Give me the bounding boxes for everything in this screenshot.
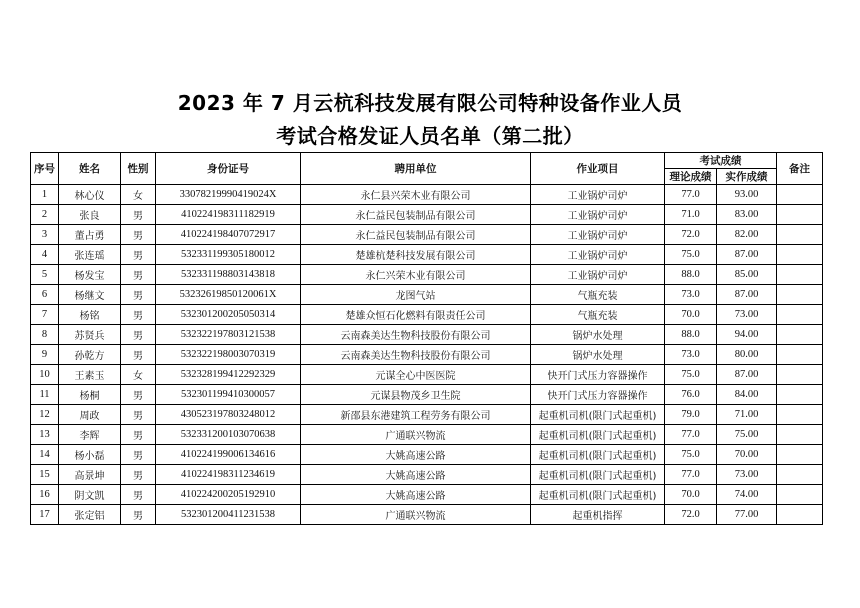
header-exam-scores: 考试成绩: [665, 153, 777, 169]
cell-theory-score: 77.0: [665, 425, 717, 445]
cell-seq: 17: [31, 505, 59, 525]
cell-work-item: 工业锅炉司炉: [531, 225, 665, 245]
cell-id-number: 410224198311234619: [156, 465, 301, 485]
table-row: [31, 465, 823, 485]
table-row: [31, 285, 823, 305]
cell-note: [777, 305, 823, 325]
cell-employer: 元谋全心中医医院: [301, 365, 531, 385]
cell-seq: 5: [31, 265, 59, 285]
cell-employer: 云南森美达生物科技股份有限公司: [301, 325, 531, 345]
cell-employer: 永仁益民包装制品有限公司: [301, 225, 531, 245]
cell-work-item: 起重机指挥: [531, 505, 665, 525]
cell-seq: 11: [31, 385, 59, 405]
document-title-line1: 2023 年 7 月云杭科技发展有限公司特种设备作业人员: [177, 91, 683, 115]
cell-id-number: 410224198311182919: [156, 205, 301, 225]
cell-id-number: 532322198003070319: [156, 345, 301, 365]
cell-practice-score: 84.00: [717, 385, 777, 405]
cell-gender: 女: [121, 185, 156, 205]
cell-note: [777, 425, 823, 445]
cell-work-item: 起重机司机(限门式起重机): [531, 485, 665, 505]
cell-practice-score: 75.00: [717, 425, 777, 445]
cell-id-number: 532301200411231538: [156, 505, 301, 525]
cell-work-item: 工业锅炉司炉: [531, 245, 665, 265]
cell-gender: 男: [121, 425, 156, 445]
cell-theory-score: 73.0: [665, 285, 717, 305]
cell-practice-score: 83.00: [717, 205, 777, 225]
cell-theory-score: 70.0: [665, 305, 717, 325]
cell-theory-score: 88.0: [665, 265, 717, 285]
cell-employer: 广通联兴物流: [301, 425, 531, 445]
cell-note: [777, 385, 823, 405]
cell-name: 杨桐: [59, 385, 121, 405]
cell-seq: 13: [31, 425, 59, 445]
cell-id-number: 532322197803121538: [156, 325, 301, 345]
cell-practice-score: 73.00: [717, 465, 777, 485]
cell-note: [777, 365, 823, 385]
cell-note: [777, 185, 823, 205]
cell-name: 杨小磊: [59, 445, 121, 465]
cell-theory-score: 75.0: [665, 445, 717, 465]
cell-name: 杨铭: [59, 305, 121, 325]
cell-name: 孙乾方: [59, 345, 121, 365]
cell-note: [777, 285, 823, 305]
cell-work-item: 起重机司机(限门式起重机): [531, 425, 665, 445]
cell-theory-score: 71.0: [665, 205, 717, 225]
cell-work-item: 起重机司机(限门式起重机): [531, 465, 665, 485]
cell-gender: 男: [121, 345, 156, 365]
cell-note: [777, 405, 823, 425]
cell-name: 阴文凯: [59, 485, 121, 505]
cell-note: [777, 345, 823, 365]
table-row: [31, 385, 823, 405]
cell-seq: 15: [31, 465, 59, 485]
cell-practice-score: 93.00: [717, 185, 777, 205]
table-row: [31, 205, 823, 225]
cell-note: [777, 245, 823, 265]
table-row: [31, 265, 823, 285]
cell-id-number: 532301200205050314: [156, 305, 301, 325]
cell-seq: 9: [31, 345, 59, 365]
cell-gender: 男: [121, 465, 156, 485]
cell-gender: 男: [121, 505, 156, 525]
cell-practice-score: 85.00: [717, 265, 777, 285]
cell-employer: 大姚高速公路: [301, 485, 531, 505]
cell-name: 周政: [59, 405, 121, 425]
table-row: [31, 225, 823, 245]
table-row: [31, 425, 823, 445]
cell-name: 苏贤兵: [59, 325, 121, 345]
cell-theory-score: 72.0: [665, 225, 717, 245]
cell-theory-score: 72.0: [665, 505, 717, 525]
cell-note: [777, 225, 823, 245]
cell-note: [777, 505, 823, 525]
cell-theory-score: 73.0: [665, 345, 717, 365]
cell-seq: 16: [31, 485, 59, 505]
cell-practice-score: 87.00: [717, 285, 777, 305]
cell-practice-score: 82.00: [717, 225, 777, 245]
cell-practice-score: 73.00: [717, 305, 777, 325]
cell-employer: 大姚高速公路: [301, 445, 531, 465]
cell-practice-score: 87.00: [717, 245, 777, 265]
cell-id-number: 33078219990419024X: [156, 185, 301, 205]
cell-note: [777, 205, 823, 225]
cell-seq: 7: [31, 305, 59, 325]
table-row: [31, 245, 823, 265]
cell-work-item: 工业锅炉司炉: [531, 185, 665, 205]
header-employer: 聘用单位: [301, 153, 531, 185]
cell-gender: 男: [121, 445, 156, 465]
results-table: [30, 152, 823, 525]
cell-gender: 男: [121, 265, 156, 285]
cell-id-number: 430523197803248012: [156, 405, 301, 425]
cell-id-number: 410224198407072917: [156, 225, 301, 245]
table-row: [31, 325, 823, 345]
cell-seq: 4: [31, 245, 59, 265]
cell-gender: 男: [121, 325, 156, 345]
cell-employer: 龙图气站: [301, 285, 531, 305]
cell-gender: 男: [121, 305, 156, 325]
cell-name: 李辉: [59, 425, 121, 445]
header-row: [31, 153, 823, 169]
header-seq: 序号: [31, 153, 59, 185]
cell-id-number: 532331198803143818: [156, 265, 301, 285]
cell-seq: 12: [31, 405, 59, 425]
cell-name: 张连瑶: [59, 245, 121, 265]
cell-employer: 楚雄杭楚科技发展有限公司: [301, 245, 531, 265]
cell-employer: 永仁益民包装制品有限公司: [301, 205, 531, 225]
cell-name: 张良: [59, 205, 121, 225]
cell-work-item: 工业锅炉司炉: [531, 205, 665, 225]
cell-seq: 6: [31, 285, 59, 305]
cell-employer: 广通联兴物流: [301, 505, 531, 525]
cell-note: [777, 445, 823, 465]
table-row: [31, 505, 823, 525]
cell-name: 王素玉: [59, 365, 121, 385]
header-theory-score: 理论成绩: [665, 169, 717, 185]
cell-work-item: 起重机司机(限门式起重机): [531, 445, 665, 465]
cell-work-item: 快开门式压力容器操作: [531, 365, 665, 385]
cell-practice-score: 94.00: [717, 325, 777, 345]
cell-id-number: 532328199412292329: [156, 365, 301, 385]
cell-practice-score: 71.00: [717, 405, 777, 425]
cell-seq: 1: [31, 185, 59, 205]
cell-gender: 男: [121, 405, 156, 425]
header-id-number: 身份证号: [156, 153, 301, 185]
table-row: [31, 405, 823, 425]
cell-gender: 男: [121, 285, 156, 305]
cell-work-item: 快开门式压力容器操作: [531, 385, 665, 405]
cell-theory-score: 77.0: [665, 465, 717, 485]
cell-id-number: 410224199006134616: [156, 445, 301, 465]
cell-gender: 男: [121, 485, 156, 505]
table-row: [31, 365, 823, 385]
header-gender: 性别: [121, 153, 156, 185]
table-body: [31, 185, 823, 525]
cell-work-item: 工业锅炉司炉: [531, 265, 665, 285]
cell-theory-score: 88.0: [665, 325, 717, 345]
cell-work-item: 锅炉水处理: [531, 345, 665, 365]
cell-name: 林心仪: [59, 185, 121, 205]
cell-seq: 2: [31, 205, 59, 225]
cell-practice-score: 80.00: [717, 345, 777, 365]
cell-practice-score: 87.00: [717, 365, 777, 385]
cell-id-number: 53232619850120061X: [156, 285, 301, 305]
cell-theory-score: 76.0: [665, 385, 717, 405]
cell-practice-score: 77.00: [717, 505, 777, 525]
cell-theory-score: 75.0: [665, 245, 717, 265]
header-note: 备注: [777, 153, 823, 185]
cell-employer: 永仁县兴荣木业有限公司: [301, 185, 531, 205]
cell-name: 杨继文: [59, 285, 121, 305]
header-work-item: 作业项目: [531, 153, 665, 185]
cell-name: 张定铝: [59, 505, 121, 525]
cell-employer: 新邵县东港建筑工程劳务有限公司: [301, 405, 531, 425]
cell-employer: 永仁兴荣木业有限公司: [301, 265, 531, 285]
cell-employer: 大姚高速公路: [301, 465, 531, 485]
cell-gender: 男: [121, 205, 156, 225]
cell-id-number: 410224200205192910: [156, 485, 301, 505]
document-title-line2: 考试合格发证人员名单（第二批）: [276, 124, 584, 148]
header-name: 姓名: [59, 153, 121, 185]
cell-id-number: 532331200103070638: [156, 425, 301, 445]
cell-employer: 元谋县物茂乡卫生院: [301, 385, 531, 405]
cell-theory-score: 70.0: [665, 485, 717, 505]
cell-note: [777, 465, 823, 485]
cell-theory-score: 79.0: [665, 405, 717, 425]
cell-name: 高景坤: [59, 465, 121, 485]
cell-name: 杨发宝: [59, 265, 121, 285]
table-row: [31, 485, 823, 505]
cell-seq: 10: [31, 365, 59, 385]
cell-work-item: 气瓶充装: [531, 305, 665, 325]
cell-id-number: 532301199410300057: [156, 385, 301, 405]
cell-theory-score: 77.0: [665, 185, 717, 205]
cell-theory-score: 75.0: [665, 365, 717, 385]
cell-id-number: 532331199305180012: [156, 245, 301, 265]
cell-gender: 女: [121, 365, 156, 385]
cell-note: [777, 485, 823, 505]
cell-note: [777, 265, 823, 285]
cell-work-item: 气瓶充装: [531, 285, 665, 305]
header-practice-score: 实作成绩: [717, 169, 777, 185]
table-row: [31, 345, 823, 365]
cell-note: [777, 325, 823, 345]
cell-work-item: 锅炉水处理: [531, 325, 665, 345]
cell-work-item: 起重机司机(限门式起重机): [531, 405, 665, 425]
cell-employer: 云南森美达生物科技股份有限公司: [301, 345, 531, 365]
cell-seq: 14: [31, 445, 59, 465]
cell-practice-score: 70.00: [717, 445, 777, 465]
table-row: [31, 185, 823, 205]
cell-practice-score: 74.00: [717, 485, 777, 505]
cell-gender: 男: [121, 245, 156, 265]
cell-seq: 8: [31, 325, 59, 345]
table-row: [31, 445, 823, 465]
cell-gender: 男: [121, 225, 156, 245]
cell-employer: 楚雄众恒石化燃料有限责任公司: [301, 305, 531, 325]
cell-gender: 男: [121, 385, 156, 405]
cell-seq: 3: [31, 225, 59, 245]
cell-name: 董占勇: [59, 225, 121, 245]
table-row: [31, 305, 823, 325]
